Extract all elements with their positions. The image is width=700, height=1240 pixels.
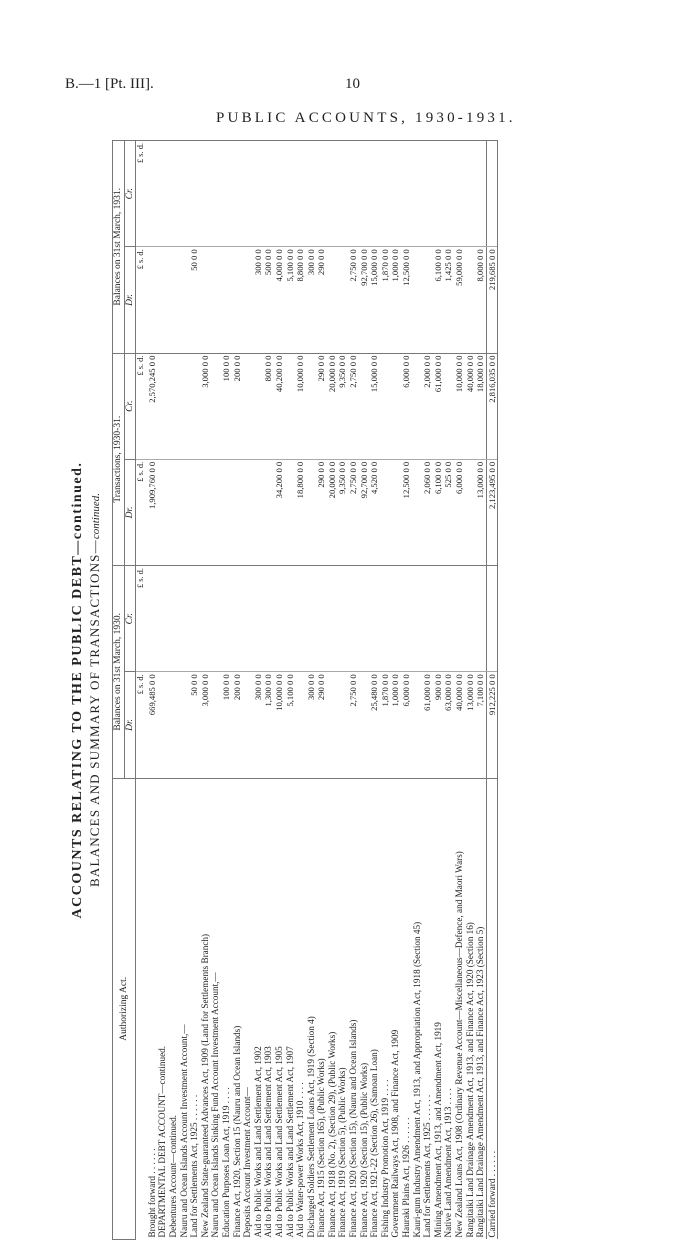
amount-cell <box>359 353 370 459</box>
amount-cell <box>412 141 423 247</box>
amount-cell: 290 0 0 <box>316 247 327 353</box>
amount-cell <box>210 566 221 672</box>
amount-cell: 92,700 0 0 <box>359 247 370 353</box>
amount-cell: 525 0 0 <box>443 459 454 565</box>
row-label: Nauru and Ocean Islands Sinking Fund Account Investment Account,— <box>210 778 221 1239</box>
amount-cell <box>306 141 317 247</box>
row-label: Nauru and Ocean Islands Account Investment Account,— <box>179 778 190 1239</box>
amount-cell <box>210 353 221 459</box>
amount-cell <box>221 141 232 247</box>
amount-cell <box>306 353 317 459</box>
table-row <box>422 141 433 1240</box>
amount-cell <box>253 566 264 672</box>
amount-cell <box>412 566 423 672</box>
page-number: 10 <box>345 76 360 92</box>
amount-cell: 20,000 0 0 <box>327 353 338 459</box>
amount-cell: 900 0 0 <box>433 672 444 778</box>
amount-cell <box>412 353 423 459</box>
table-row <box>232 141 243 1240</box>
amount-cell: 800 0 0 <box>263 353 274 459</box>
amount-cell <box>465 247 476 353</box>
amount-cell: 10,000 0 0 <box>295 353 306 459</box>
header-row-groups <box>113 141 125 1240</box>
amount-cell <box>295 566 306 672</box>
table-row <box>179 141 190 1240</box>
amount-cell <box>422 247 433 353</box>
amount-cell: 2,816,035 0 0 <box>486 353 498 459</box>
amount-cell <box>232 459 243 565</box>
table-row <box>433 141 444 1240</box>
amount-cell <box>422 141 433 247</box>
amount-cell <box>337 672 348 778</box>
amount-cell: 300 0 0 <box>306 672 317 778</box>
amount-cell: 100 0 0 <box>221 353 232 459</box>
amount-cell: 63,000 0 0 <box>443 672 454 778</box>
amount-cell <box>179 141 190 247</box>
amount-cell <box>232 247 243 353</box>
row-label: Education Purposes Loan Act, 1919 . . . . <box>221 778 232 1239</box>
amount-cell: 2,060 0 0 <box>422 459 433 565</box>
table-row <box>465 141 476 1240</box>
amount-cell <box>454 141 465 247</box>
amount-cell: 8,000 0 0 <box>475 247 486 353</box>
row-label: Debentures Account—continued. <box>168 778 179 1239</box>
amount-cell <box>210 672 221 778</box>
amount-cell <box>390 353 401 459</box>
amount-cell <box>433 566 444 672</box>
amount-cell <box>189 141 200 247</box>
row-label: Deposits Account Investment Account— <box>242 778 253 1239</box>
table-subtitle-main: BALANCES AND SUMMARY OF TRANSACTIONS— <box>87 539 102 887</box>
amount-cell <box>433 141 444 247</box>
unit-row <box>136 141 147 1240</box>
amount-cell: 1,425 0 0 <box>443 247 454 353</box>
amount-cell <box>274 141 285 247</box>
amount-cell <box>401 566 412 672</box>
amount-cell: 15,000 0 0 <box>369 247 380 353</box>
amount-cell: 290 0 0 <box>316 353 327 459</box>
amount-cell: 6,100 0 0 <box>433 247 444 353</box>
amount-cell <box>454 566 465 672</box>
amount-cell <box>253 353 264 459</box>
cr-header: Cr. <box>124 566 136 672</box>
amount-cell <box>179 566 190 672</box>
amount-cell <box>369 566 380 672</box>
amount-cell <box>210 141 221 247</box>
amount-cell <box>465 566 476 672</box>
amount-cell: 5,100 0 0 <box>285 247 296 353</box>
amount-cell <box>210 247 221 353</box>
amount-cell <box>200 247 211 353</box>
amount-cell: 912,225 0 0 <box>486 672 498 778</box>
amount-cell <box>157 353 168 459</box>
row-label: Kauri-gum Industry Amendment Act, 1913, and Appropriation Act, 1918 (Section 45) <box>412 778 423 1239</box>
amount-cell: 500 0 0 <box>263 247 274 353</box>
row-label: Aid to Public Works and Land Settlement Act, 1903 <box>263 778 274 1239</box>
amount-cell: 290 0 0 <box>316 459 327 565</box>
table-row <box>242 141 253 1240</box>
amount-cell <box>263 141 274 247</box>
row-label: Hauraki Plains Act, 1926 . . . . . . <box>401 778 412 1239</box>
amount-cell <box>337 566 348 672</box>
amount-cell <box>242 353 253 459</box>
table-row <box>221 141 232 1240</box>
amount-cell <box>147 247 158 353</box>
amount-cell <box>412 672 423 778</box>
group-header-1931: Balances on 31st March, 1931. <box>113 141 125 354</box>
amount-cell <box>295 141 306 247</box>
amount-cell <box>232 141 243 247</box>
amount-cell <box>179 353 190 459</box>
table-row <box>210 141 221 1240</box>
table-row <box>401 141 412 1240</box>
page-header-ref: B.—1 [Pt. III]. <box>65 76 154 92</box>
amount-cell: 50 0 0 <box>189 247 200 353</box>
row-label: DEPARTMENTAL DEBT ACCOUNT—continued. <box>157 778 168 1239</box>
amount-cell: 6,100 0 0 <box>433 459 444 565</box>
row-label: Aid to Water-power Works Act, 1910 . . . . <box>295 778 306 1239</box>
unit-cell-blank <box>136 778 147 1239</box>
row-label: Government Railways Act, 1908, and Finance Act, 1909 <box>390 778 401 1239</box>
amount-cell <box>412 247 423 353</box>
table-row <box>359 141 370 1240</box>
amount-cell <box>380 459 391 565</box>
amount-cell <box>200 141 211 247</box>
amount-cell: 6,000 0 0 <box>401 353 412 459</box>
amount-cell: 50 0 0 <box>189 672 200 778</box>
amount-cell: 200 0 0 <box>232 672 243 778</box>
row-label: Finance Act, 1918 (No. 2), (Section 29), (Public Works) <box>327 778 338 1239</box>
amount-cell: 18,800 0 0 <box>295 459 306 565</box>
row-label: Rangitaiki Land Drainage Amendment Act, 1913, and Finance Act, 1920 (Section 16) <box>465 778 476 1239</box>
amount-cell <box>253 459 264 565</box>
row-label: New Zealand Loans Act, 1908 (Ordinary Revenue Account—Miscellaneous—Defence, and Maori Wars) <box>454 778 465 1239</box>
amount-cell: 12,500 0 0 <box>401 459 412 565</box>
amount-cell <box>465 141 476 247</box>
table-row <box>380 141 391 1240</box>
amount-cell <box>327 566 338 672</box>
amount-cell: 10,000 0 0 <box>454 353 465 459</box>
amount-cell: 2,750 0 0 <box>348 247 359 353</box>
row-label: Carried forward . . . . . . <box>486 778 498 1239</box>
table-row <box>147 141 158 1240</box>
amount-cell: 6,000 0 0 <box>454 459 465 565</box>
amount-cell: 2,750 0 0 <box>348 672 359 778</box>
amount-cell <box>221 566 232 672</box>
table-subtitle <box>87 140 103 1240</box>
amount-cell <box>274 566 285 672</box>
amount-cell: 290 0 0 <box>316 672 327 778</box>
amount-cell <box>147 141 158 247</box>
amount-cell <box>390 566 401 672</box>
dr-header: Dr. <box>124 672 136 778</box>
amount-cell <box>242 566 253 672</box>
amount-cell <box>242 141 253 247</box>
amount-cell <box>168 672 179 778</box>
row-label: Brought forward . . . . . . <box>147 778 158 1239</box>
amount-cell <box>263 459 274 565</box>
amount-cell <box>486 141 498 247</box>
amount-cell <box>327 672 338 778</box>
amount-cell <box>157 672 168 778</box>
table-row <box>475 141 486 1240</box>
amount-cell: 300 0 0 <box>253 247 264 353</box>
amount-cell: 4,520 0 0 <box>369 459 380 565</box>
amount-cell <box>369 141 380 247</box>
amount-cell <box>443 353 454 459</box>
amount-cell <box>285 141 296 247</box>
amount-cell <box>189 353 200 459</box>
row-label: Fishing Industry Promotion Act, 1919 . . . . <box>380 778 391 1239</box>
row-label: Land for Settlements Act, 1925 . . . . . . <box>189 778 200 1239</box>
amount-cell <box>380 566 391 672</box>
amount-cell <box>168 141 179 247</box>
amount-cell: 2,000 0 0 <box>422 353 433 459</box>
amount-cell <box>390 141 401 247</box>
table-title: ACCOUNTS RELATING TO THE PUBLIC DEBT—continued. <box>70 461 85 919</box>
amount-cell <box>348 566 359 672</box>
row-label: Finance Act, 1921-22 (Section 26), (Samoan Loan) <box>369 778 380 1239</box>
table-row <box>337 141 348 1240</box>
amount-cell <box>189 459 200 565</box>
row-label: Land for Settlements Act, 1925 . . . . . . <box>422 778 433 1239</box>
amount-cell: 13,000 0 0 <box>475 459 486 565</box>
amount-cell <box>157 459 168 565</box>
amount-cell <box>253 141 264 247</box>
cr-header: Cr. <box>124 141 136 247</box>
amount-cell: 40,200 0 0 <box>274 353 285 459</box>
amount-cell: 1,300 0 0 <box>263 672 274 778</box>
row-label: Finance Act, 1919 (Section 5), (Public Works) <box>337 778 348 1239</box>
amount-cell <box>337 247 348 353</box>
dr-header: Dr. <box>124 459 136 565</box>
amount-cell: 669,485 0 0 <box>147 672 158 778</box>
table-row <box>253 141 264 1240</box>
amount-cell <box>422 566 433 672</box>
table-row <box>454 141 465 1240</box>
amount-cell: 1,870 0 0 <box>380 247 391 353</box>
amount-cell: 25,480 0 0 <box>369 672 380 778</box>
amount-cell <box>157 247 168 353</box>
table-subtitle-continued: continued. <box>90 493 102 540</box>
amount-cell: 6,000 0 0 <box>401 672 412 778</box>
page-subtitle: PUBLIC ACCOUNTS, 1930-1931. <box>216 110 516 126</box>
table-row <box>200 141 211 1240</box>
amount-cell <box>337 141 348 247</box>
amount-cell <box>168 247 179 353</box>
amount-cell <box>380 353 391 459</box>
amount-cell: 219,685 0 0 <box>486 247 498 353</box>
table-row <box>443 141 454 1240</box>
amount-cell <box>285 459 296 565</box>
table-row <box>390 141 401 1240</box>
amount-cell <box>242 672 253 778</box>
amount-cell: 13,000 0 0 <box>465 672 476 778</box>
amount-cell <box>242 247 253 353</box>
row-label: Finance Act, 1920 (Section 15), (Nauru and Ocean Islands) <box>348 778 359 1239</box>
group-header-transactions: Transactions, 1930-31. <box>113 353 125 566</box>
amount-cell <box>242 459 253 565</box>
amount-cell: 10,000 0 0 <box>274 672 285 778</box>
amount-cell <box>465 459 476 565</box>
amount-cell <box>295 672 306 778</box>
amount-cell <box>401 141 412 247</box>
amount-cell <box>348 141 359 247</box>
amount-cell: 9,350 0 0 <box>337 353 348 459</box>
table-row <box>486 141 498 1240</box>
amount-cell: 7,100 0 0 <box>475 672 486 778</box>
amount-cell <box>327 141 338 247</box>
table-row <box>285 141 296 1240</box>
amount-cell <box>475 141 486 247</box>
amount-cell <box>200 459 211 565</box>
amount-cell: 18,000 0 0 <box>475 353 486 459</box>
amount-cell: 12,500 0 0 <box>401 247 412 353</box>
amount-cell: 100 0 0 <box>221 672 232 778</box>
amount-cell <box>232 566 243 672</box>
amount-cell <box>189 566 200 672</box>
amount-cell <box>179 459 190 565</box>
amount-cell <box>179 672 190 778</box>
amount-cell: 1,870 0 0 <box>380 672 391 778</box>
table-body <box>136 141 498 1240</box>
amount-cell <box>221 459 232 565</box>
table-row <box>306 141 317 1240</box>
table-row <box>189 141 200 1240</box>
row-label: New Zealand State-guaranteed Advances Act, 1909 (Land for Settlements Branch) <box>200 778 211 1239</box>
amount-cell: 15,000 0 0 <box>369 353 380 459</box>
table-row <box>327 141 338 1240</box>
amount-cell: 40,000 0 0 <box>465 353 476 459</box>
amount-cell: 34,200 0 0 <box>274 459 285 565</box>
row-label: Discharged Soldiers Settlement Loans Act, 1919 (Section 4) <box>306 778 317 1239</box>
amount-cell: 61,000 0 0 <box>422 672 433 778</box>
amount-cell: 1,909,760 0 0 <box>147 459 158 565</box>
amount-cell: 2,750 0 0 <box>348 353 359 459</box>
amount-cell: 3,000 0 0 <box>200 353 211 459</box>
amount-cell: 8,800 0 0 <box>295 247 306 353</box>
rotated-table-block <box>70 140 640 1240</box>
table-row <box>316 141 327 1240</box>
row-label: Finance Act, 1920 (Section 15), (Public Works) <box>359 778 370 1239</box>
table-row <box>263 141 274 1240</box>
row-label: Finance Act, 1915 (Section 165), (Public Works) <box>316 778 327 1239</box>
amount-cell <box>168 459 179 565</box>
table-row <box>412 141 423 1240</box>
amount-cell <box>221 247 232 353</box>
row-label: Mining Amendment Act, 1913, and Amendment Act, 1919 <box>433 778 444 1239</box>
amount-cell <box>179 247 190 353</box>
amount-cell <box>147 566 158 672</box>
unit-cell: £ s. d. <box>136 672 147 778</box>
amount-cell <box>157 566 168 672</box>
amount-cell: 92,700 0 0 <box>359 459 370 565</box>
amount-cell: 1,000 0 0 <box>390 247 401 353</box>
amount-cell <box>157 141 168 247</box>
row-label: Native Land Amendment Act, 1913 . . . . <box>443 778 454 1239</box>
row-label: Aid to Public Works and Land Settlement Act, 1907 <box>285 778 296 1239</box>
amount-cell: 61,000 0 0 <box>433 353 444 459</box>
table-row <box>274 141 285 1240</box>
amount-cell: 300 0 0 <box>253 672 264 778</box>
unit-cell: £ s. d. <box>136 353 147 459</box>
amount-cell <box>263 566 274 672</box>
amount-cell <box>412 459 423 565</box>
amount-cell: 5,100 0 0 <box>285 672 296 778</box>
amount-cell <box>390 459 401 565</box>
table-row <box>295 141 306 1240</box>
amount-cell <box>306 459 317 565</box>
amount-cell <box>316 141 327 247</box>
amount-cell <box>443 566 454 672</box>
amount-cell: 3,000 0 0 <box>200 672 211 778</box>
row-label: Rangitaiki Land Drainage Amendment Act, 1913, and Finance Act, 1923 (Section 5) <box>475 778 486 1239</box>
amount-cell: 2,570,245 0 0 <box>147 353 158 459</box>
amount-cell: 2,750 0 0 <box>348 459 359 565</box>
amount-cell <box>486 566 498 672</box>
amount-cell: 59,000 0 0 <box>454 247 465 353</box>
amount-cell: 200 0 0 <box>232 353 243 459</box>
amount-cell <box>380 141 391 247</box>
group-header-1930: Balances on 31st March, 1930. <box>113 566 125 779</box>
amount-cell <box>200 566 211 672</box>
amount-cell: 1,000 0 0 <box>390 672 401 778</box>
amount-cell <box>168 353 179 459</box>
amount-cell <box>327 247 338 353</box>
amount-cell: 9,350 0 0 <box>337 459 348 565</box>
amount-cell <box>475 566 486 672</box>
amount-cell <box>306 566 317 672</box>
amount-cell: 4,000 0 0 <box>274 247 285 353</box>
cr-header: Cr. <box>124 353 136 459</box>
unit-cell: £ s. d. <box>136 459 147 565</box>
debt-table <box>112 140 498 1240</box>
amount-cell <box>316 566 327 672</box>
amount-cell: 40,000 0 0 <box>454 672 465 778</box>
row-label: Aid to Public Works and Land Settlement Act, 1902 <box>253 778 264 1239</box>
table-row <box>168 141 179 1240</box>
amount-cell <box>285 566 296 672</box>
unit-cell: £ s. d. <box>136 566 147 672</box>
amount-cell <box>168 566 179 672</box>
amount-cell <box>443 141 454 247</box>
table-row <box>348 141 359 1240</box>
dr-header: Dr. <box>124 247 136 353</box>
row-label: Finance Act, 1920, Section 15 (Nauru and Ocean Islands) <box>232 778 243 1239</box>
unit-cell: £ s. d. <box>136 141 147 247</box>
amount-cell: 300 0 0 <box>306 247 317 353</box>
amount-cell <box>359 141 370 247</box>
table-row <box>369 141 380 1240</box>
amount-cell <box>285 353 296 459</box>
amount-cell <box>359 672 370 778</box>
amount-cell: 2,123,495 0 0 <box>486 459 498 565</box>
row-label: Aid to Public Works and Land Settlement Act, 1905 <box>274 778 285 1239</box>
amount-cell <box>210 459 221 565</box>
authorizing-act-header: Authorizing Act. <box>113 778 136 1239</box>
amount-cell <box>359 566 370 672</box>
amount-cell: 20,000 0 0 <box>327 459 338 565</box>
table-row <box>157 141 168 1240</box>
unit-cell: £ s. d. <box>136 247 147 353</box>
